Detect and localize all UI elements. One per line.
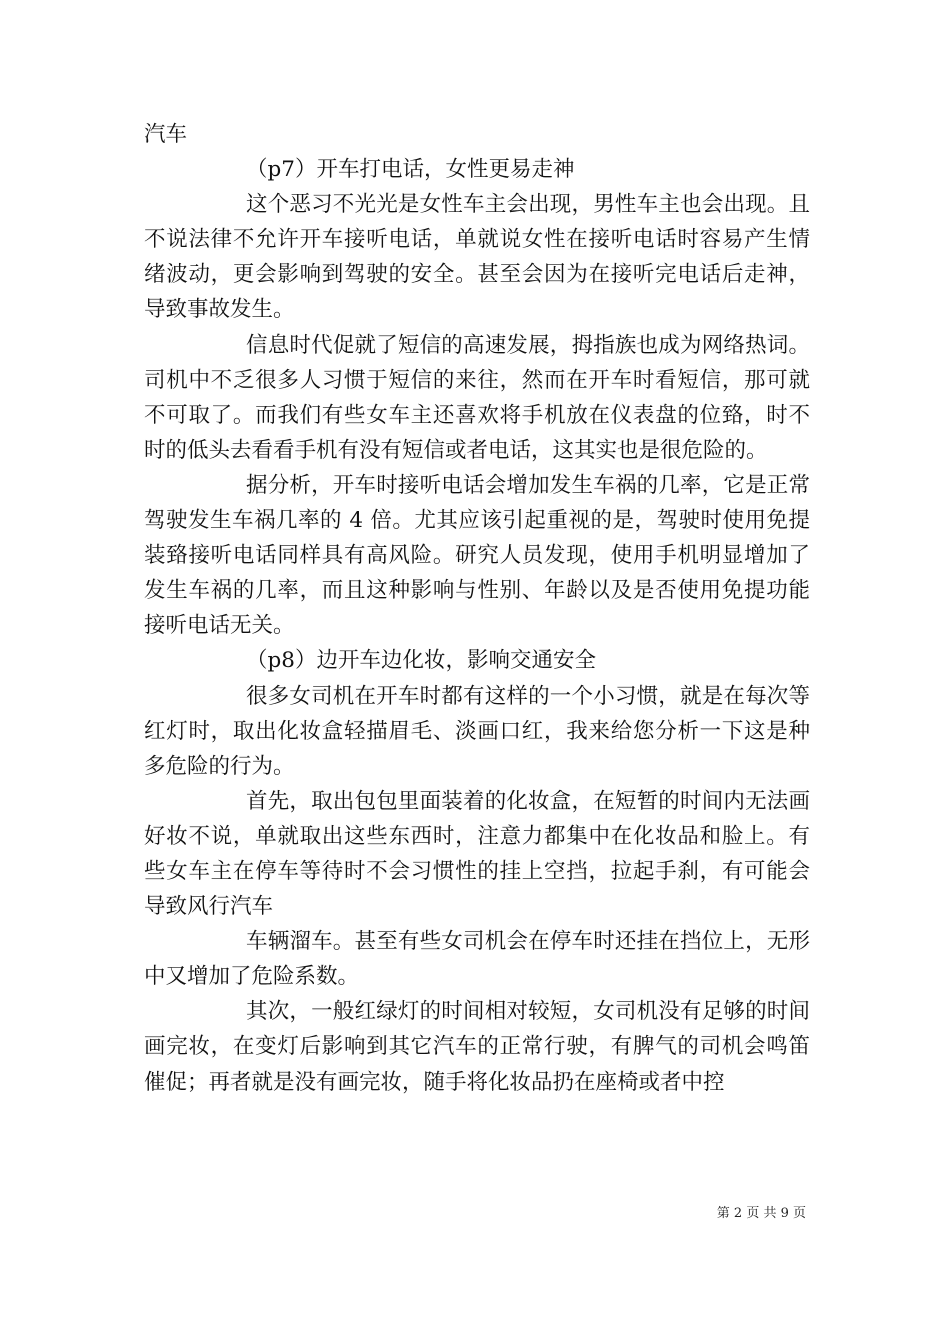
paragraph: 首先，取出包包里面装着的化妆盒，在短暂的时间内无法画好妆不说，单就取出这些东西时，注意力都集中在化妆品和脸上。有些女车主在停车等待时不会习惯性的挂上空挡，拉起手刹，有可能会导致风行汽车 (144, 788, 810, 920)
paragraph: 其次，一般红绿灯的时间相对较短，女司机没有足够的时间画完妆，在变灯后影响到其它汽车的正常行驶，有脾气的司机会鸣笛催促；再者就是没有画完妆，随手将化妆品扔在座椅或者中控 (144, 999, 810, 1095)
page-number: 第 2 页 共 9 页 (716, 1206, 806, 1221)
paragraph: 据分析，开车时接听电话会增加发生车祸的几率，它是正常驾驶发生车祸几率的 4 倍。尤其应该引起重视的是，驾驶时使用免提装臵接听电话同样具有高风险。研究人员发现，使用手机明显增加了发生车祸的几率，而且这种影响与性别、年龄以及是否使用免提功能接听电话无关。 (144, 472, 810, 639)
paragraph: 车辆溜车。甚至有些女司机会在停车时还挂在挡位上，无形中又增加了危险系数。 (144, 929, 810, 990)
paragraph: 很多女司机在开车时都有这样的一个小习惯，就是在每次等红灯时，取出化妆盒轻描眉毛、淡画口红，我来给您分析一下这是种多危险的行为。 (144, 683, 810, 779)
section-heading-p7: （p7）开车打电话，女性更易走神 (246, 157, 575, 183)
section-heading-p8: （p8）边开车边化妆，影响交通安全 (246, 648, 596, 674)
paragraph: 这个恶习不光光是女性车主会出现，男性车主也会出现。且不说法律不允许开车接听电话，单就说女性在接听电话时容易产生情绪波动，更会影响到驾驶的安全。甚至会因为在接听完电话后走神，导致事故发生。 (144, 192, 810, 323)
paragraph: 汽车 (144, 122, 188, 147)
paragraph: 信息时代促就了短信的高速发展，拇指族也成为网络热词。司机中不乏很多人习惯于短信的来往，然而在开车时看短信，那可就不可取了。而我们有些女车主还喜欢将手机放在仪表盘的位臵，时不时的低头去看看手机有没有短信或者电话，这其实也是很危险的。 (144, 332, 810, 463)
document-body (144, 117, 810, 1100)
